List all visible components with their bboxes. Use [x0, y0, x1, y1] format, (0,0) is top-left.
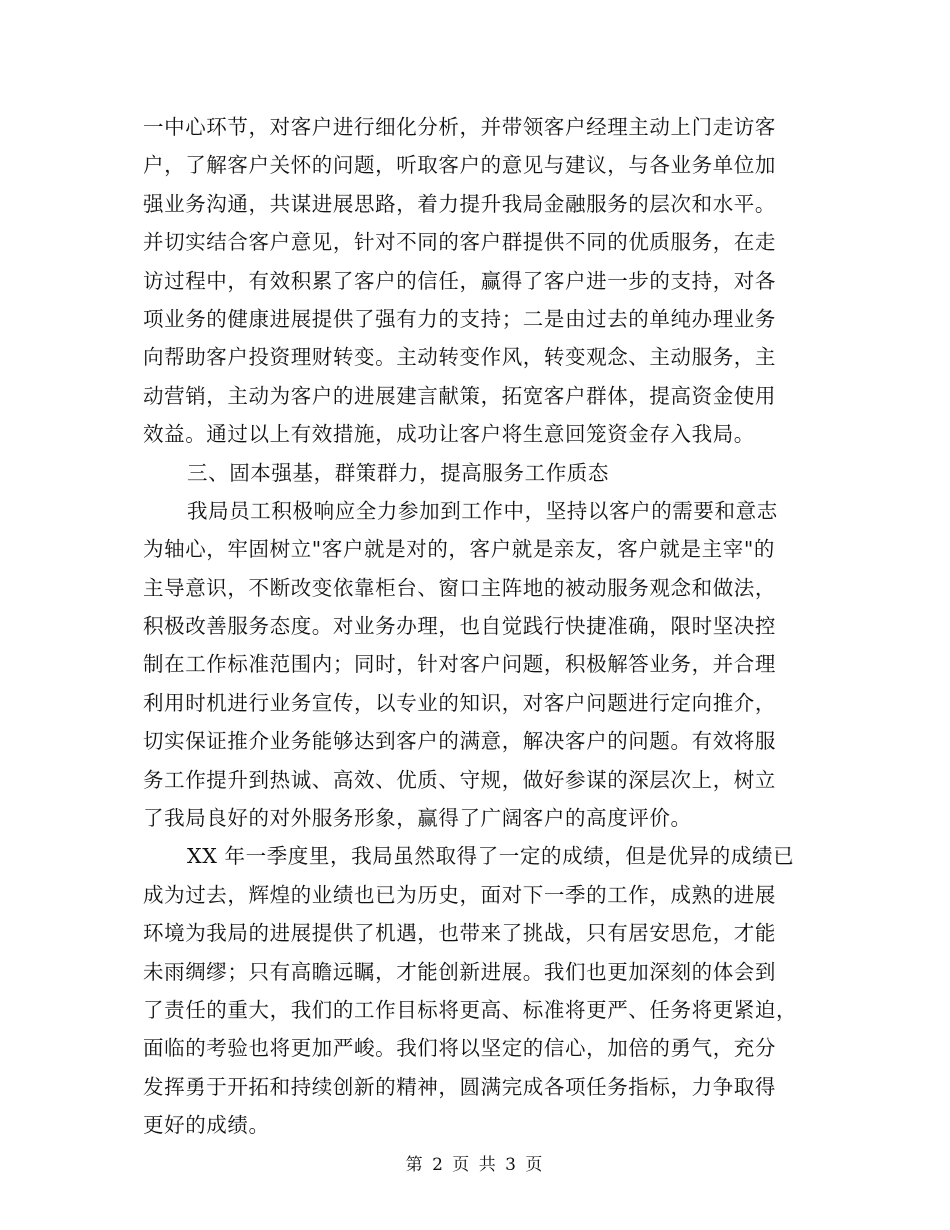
- paragraph-start-line: XX 年一季度里，我局虽然取得了一定的成绩，但是优异的成绩已: [187, 844, 795, 869]
- text-line: 了责任的重大，我们的工作目标将更高、标准将更严、任务将更紧迫，: [143, 997, 798, 1022]
- text-line: 主导意识，不断改变依靠柜台、窗口主阵地的被动服务观念和做法，: [143, 575, 776, 600]
- text-line: 面临的考验也将更加严峻。我们将以坚定的信心，加倍的勇气，充分: [143, 1036, 776, 1061]
- text-line: 强业务沟通，共谋进展思路，着力提升我局金融服务的层次和水平。: [143, 191, 776, 216]
- text-line: 更好的成绩。: [143, 1113, 270, 1138]
- text-line: 了我局良好的对外服务形象，赢得了广阔客户的高度评价。: [143, 806, 692, 831]
- text-line: 发挥勇于开拓和持续创新的精神，圆满完成各项任务指标，力争取得: [143, 1074, 776, 1099]
- text-line: 环境为我局的进展提供了机遇，也带来了挑战，只有居安思危，才能: [143, 921, 776, 946]
- text-line: 积极改善服务态度。对业务办理，也自觉践行快捷准确，限时坚决控: [143, 614, 776, 639]
- page-number-footer: 第 2 页 共 3 页: [405, 1155, 545, 1175]
- text-line: 项业务的健康进展提供了强有力的支持；二是由过去的单纯办理业务: [143, 306, 776, 331]
- text-line: 效益。通过以上有效措施，成功让客户将生意回笼资金存入我局。: [143, 422, 755, 447]
- text-line: 户，了解客户关怀的问题，听取客户的意见与建议，与各业务单位加: [143, 153, 776, 178]
- paragraph-start-line: 我局员工积极响应全力参加到工作中，坚持以客户的需要和意志: [187, 498, 778, 523]
- text-line: 并切实结合客户意见，针对不同的客户群提供不同的优质服务，在走: [143, 230, 776, 255]
- document-body: [143, 108, 809, 1145]
- text-line: 成为过去，辉煌的业绩也已为历史，面对下一季的工作，成熟的进展: [143, 882, 776, 907]
- text-line: 为轴心，牢固树立"客户就是对的，客户就是亲友，客户就是主宰"的: [143, 537, 775, 562]
- section-heading: 三、固本强基，群策群力，提高服务工作质态: [187, 460, 609, 485]
- text-line: 制在工作标准范围内；同时，针对客户问题，积极解答业务，并合理: [143, 652, 776, 677]
- text-line: 动营销，主动为客户的进展建言献策，拓宽客户群体，提高资金使用: [143, 383, 776, 408]
- text-line: 切实保证推介业务能够达到客户的满意，解决客户的问题。有效将服: [143, 729, 776, 754]
- text-line: 访过程中，有效积累了客户的信任，赢得了客户进一步的支持，对各: [143, 268, 776, 293]
- text-line: 务工作提升到热诚、高效、优质、守规，做好参谋的深层次上，树立: [143, 767, 776, 792]
- text-line: 向帮助客户投资理财转变。主动转变作风，转变观念、主动服务，主: [143, 345, 776, 370]
- text-line: 一中心环节，对客户进行细化分析，并带领客户经理主动上门走访客: [143, 115, 776, 139]
- text-line: 利用时机进行业务宣传，以专业的知识，对客户问题进行定向推介，: [143, 690, 776, 715]
- text-line: 未雨绸缪；只有高瞻远瞩，才能创新进展。我们也更加深刻的体会到: [143, 959, 776, 984]
